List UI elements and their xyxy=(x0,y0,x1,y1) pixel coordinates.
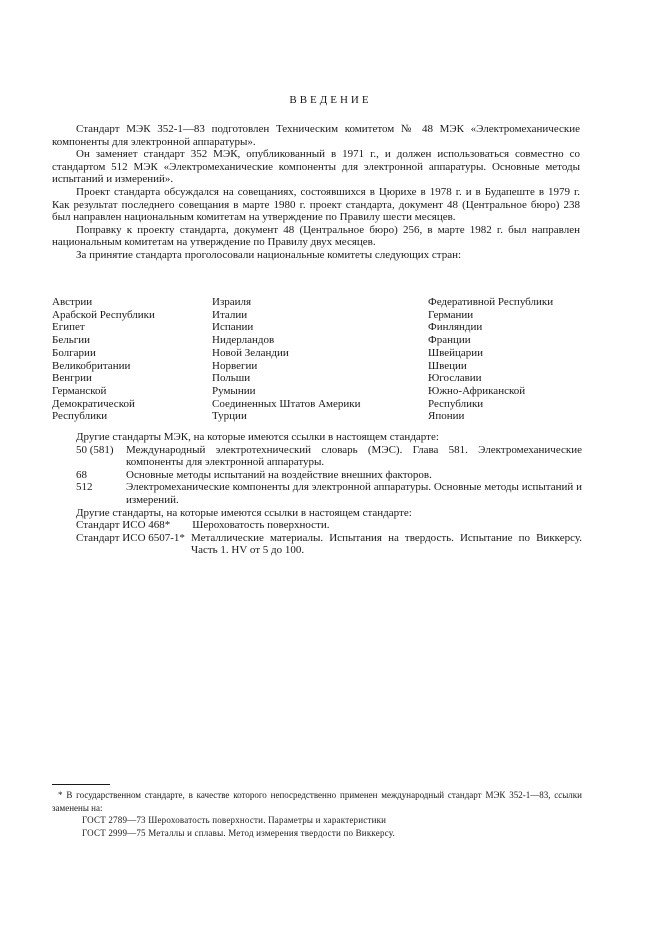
section-heading: ВВЕДЕНИЕ xyxy=(289,94,372,106)
country-item: Румынии xyxy=(212,384,256,397)
country-item: Италии xyxy=(212,308,248,321)
other-references-lead: Другие стандарты, на которые имеются ссылки в настоящем стандарте: xyxy=(76,506,412,519)
reference-number: 68 xyxy=(76,468,87,481)
country-column-3 xyxy=(428,296,553,423)
reference-title: Металлические материалы. Испытания на твердость. Испытание по Виккерсу. Часть 1. HV от 5 до 100. xyxy=(190,531,582,557)
iec-reference xyxy=(52,444,582,469)
country-item: Германии xyxy=(428,308,474,321)
country-item: Японии xyxy=(428,410,465,423)
iec-reference xyxy=(52,469,582,482)
country-item: Франции xyxy=(428,334,471,347)
footnote xyxy=(52,789,582,839)
country-item: Австрии xyxy=(52,296,93,308)
reference-title: Основные методы испытаний на воздействие внешних факторов. xyxy=(126,468,432,481)
iec-reference xyxy=(52,481,582,506)
country-item: Арабской Республики xyxy=(52,308,155,321)
country-item: Турции xyxy=(212,410,247,423)
country-item: Германской xyxy=(52,384,107,397)
country-item: Испании xyxy=(212,321,254,334)
country-item: Демократической xyxy=(52,397,135,410)
country-item: Соединенных Штатов Америки xyxy=(212,397,361,410)
iso-reference xyxy=(52,532,582,557)
country-column-2 xyxy=(212,296,361,423)
country-item: Израиля xyxy=(212,296,252,308)
reference-number: 512 xyxy=(76,481,93,494)
country-item: Швеции xyxy=(428,359,467,372)
footnote-gost-reference: ГОСТ 2789—73 Шероховатость поверхности. Параметры и характеристики xyxy=(82,815,387,825)
country-item: Болгарии xyxy=(52,346,96,359)
country-item: Республики xyxy=(428,397,484,410)
footnote-gost-reference: ГОСТ 2999—75 Металлы и сплавы. Метод измерения твердости по Виккерсу. xyxy=(82,827,395,838)
references-section xyxy=(52,431,582,557)
country-item: Великобритании xyxy=(52,359,131,372)
footnote-divider xyxy=(52,784,110,785)
reference-number: Стандарт ИСО 6507-1* xyxy=(76,531,185,544)
introduction-text xyxy=(52,123,580,262)
country-item: Нидерландов xyxy=(212,334,275,347)
country-item: Бельгии xyxy=(52,334,90,347)
country-item: Новой Зеландии xyxy=(212,346,289,359)
footnote-text: * В государственном стандарте, в качестве которого непосредственно применен международный стандарт МЭК 352-1—83, ссылки заменены на: xyxy=(52,790,582,813)
country-item: Польши xyxy=(212,372,251,385)
intro-paragraph: Он заменяет стандарт 352 МЭК, опубликованный в 1971 г., и должен использоваться совместно со стандартом 512 МЭК «Электромеханические компоненты для электронной аппаратуры. Основные методы испытаний и измерений». xyxy=(52,148,580,186)
reference-title: Электромеханические компоненты для электронной аппаратуры. Основные методы испытаний и измерений. xyxy=(126,481,582,506)
country-column-1 xyxy=(52,296,155,423)
iso-reference xyxy=(52,519,582,532)
iec-references-lead: Другие стандарты МЭК, на которые имеются ссылки в настоящем стандарте: xyxy=(76,431,439,443)
country-item: Финляндии xyxy=(428,321,483,334)
intro-paragraph: Поправку к проекту стандарта, документ 48 (Центральное бюро) 256, в марте 1982 г. был направлен национальным комитетам на утверждение по Правилу двух месяцев. xyxy=(52,223,580,249)
reference-number: Стандарт ИСО 468* xyxy=(76,519,171,532)
reference-title: Международный электротехнический словарь (МЭС). Глава 581. Электромеханические компоненты для электронной аппаратуры. xyxy=(126,443,582,469)
intro-paragraph: Проект стандарта обсуждался на совещаниях, состоявшихся в Цюрихе в 1978 г. и в Будапеште в 1979 г. Как результат последнего совещания в марте 1980 г. проект стандарта, документ 48 (Центральное бюро) 238 был направлен национальным комитетам на утверждение по Правилу шести месяцев. xyxy=(52,185,580,224)
intro-paragraph: Стандарт МЭК 352-1—83 подготовлен Техническим комитетом № 48 МЭК «Электромеханические компоненты для электронной аппаратуры». xyxy=(52,123,580,148)
intro-paragraph: За принятие стандарта проголосовали национальные комитеты следующих стран: xyxy=(76,248,462,261)
country-item: Египет xyxy=(52,321,85,334)
country-item: Республики xyxy=(52,410,108,423)
country-item: Венгрии xyxy=(52,372,92,385)
country-item: Югославии xyxy=(428,372,482,385)
country-item: Южно-Африканской xyxy=(428,384,526,397)
country-item: Норвегии xyxy=(212,359,258,372)
reference-title: Шероховатость поверхности. xyxy=(192,519,330,532)
country-item: Федеративной Республики xyxy=(428,296,554,308)
reference-number: 50 (581) xyxy=(76,443,114,456)
country-item: Швейцарии xyxy=(428,346,484,359)
